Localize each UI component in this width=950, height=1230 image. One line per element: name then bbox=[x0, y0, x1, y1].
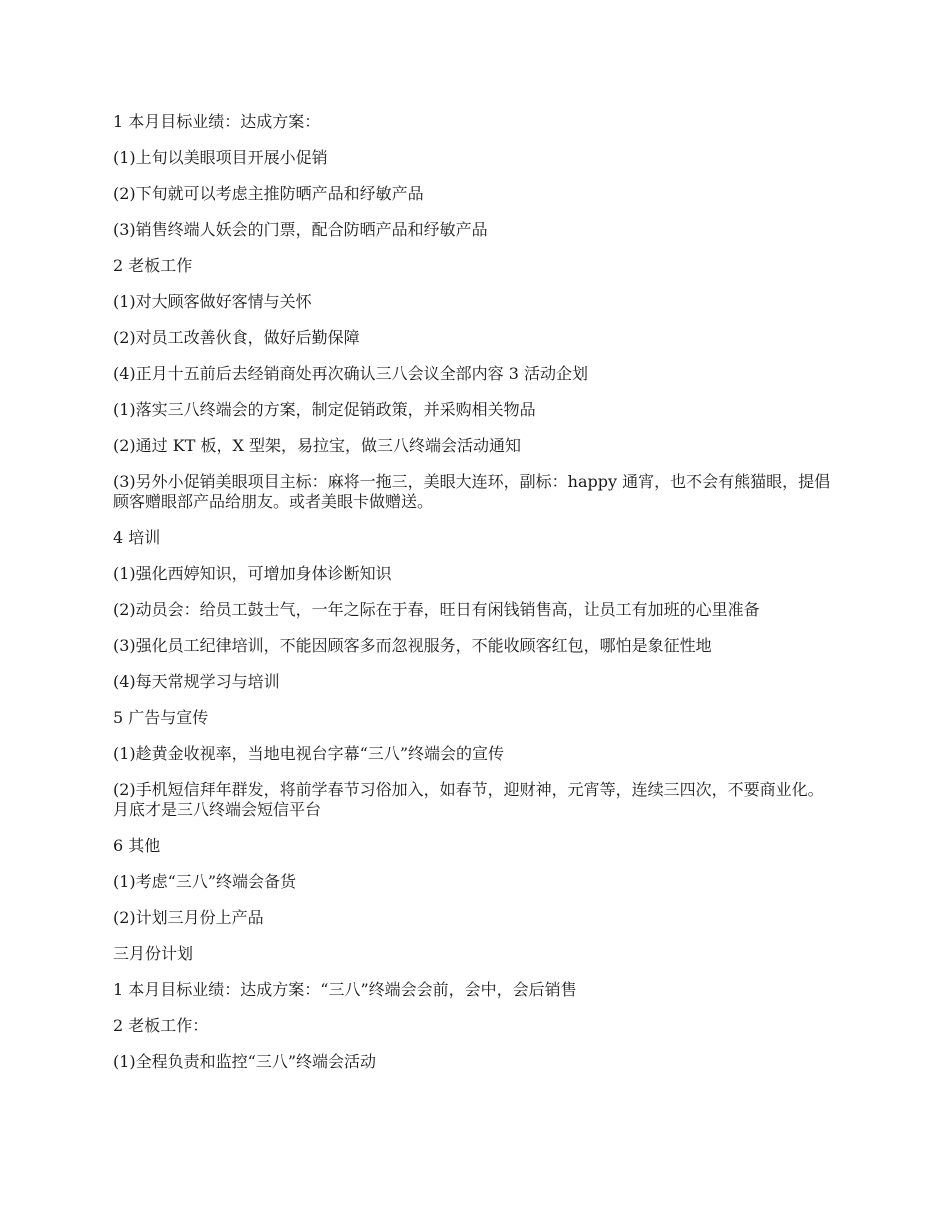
paragraph: 1 本月目标业绩：达成方案： bbox=[113, 112, 321, 131]
paragraph: (2)手机短信拜年群发，将前学春节习俗加入，如春节，迎财神，元宵等，连续三四次，不要商业化。月底才是三八终端会短信平台 bbox=[113, 780, 824, 819]
paragraph: (2)通过 KT 板，X 型架，易拉宝，做三八终端会活动通知 bbox=[113, 436, 521, 455]
paragraph: (1)上旬以美眼项目开展小促销 bbox=[113, 148, 328, 167]
paragraph: (1)趁黄金收视率，当地电视台字幕“三八”终端会的宣传 bbox=[113, 744, 505, 763]
paragraph: 5 广告与宣传 bbox=[113, 708, 209, 727]
paragraph: (3)强化员工纪律培训，不能因顾客多而忽视服务，不能收顾客红包，哪怕是象征性地 bbox=[113, 636, 712, 655]
paragraph: (4)每天常规学习与培训 bbox=[113, 672, 280, 691]
paragraph: (2)下旬就可以考虑主推防晒产品和纾敏产品 bbox=[113, 184, 424, 203]
paragraph: 1 本月目标业绩：达成方案：“三八”终端会会前，会中，会后销售 bbox=[113, 980, 577, 999]
paragraph: (2)计划三月份上产品 bbox=[113, 908, 264, 927]
paragraph: 6 其他 bbox=[113, 836, 161, 855]
paragraph: (1)落实三八终端会的方案，制定促销政策，并采购相关物品 bbox=[113, 400, 536, 419]
paragraph: (3)销售终端人妖会的门票，配合防晒产品和纾敏产品 bbox=[113, 220, 488, 239]
paragraph: 2 老板工作 bbox=[113, 256, 193, 275]
document-body bbox=[113, 112, 833, 1088]
paragraph: (3)另外小促销美眼项目主标：麻将一拖三，美眼大连环，副标：happy 通宵，也不会有熊猫眼，提倡顾客赠眼部产品给朋友。或者美眼卡做赠送。 bbox=[113, 472, 831, 511]
paragraph: 三月份计划 bbox=[113, 944, 194, 963]
paragraph: 4 培训 bbox=[113, 528, 161, 547]
paragraph: (2)动员会：给员工鼓士气，一年之际在于春，旺日有闲钱销售高，让员工有加班的心里准备 bbox=[113, 600, 760, 619]
paragraph: (4)正月十五前后去经销商处再次确认三八会议全部内容 3 活动企划 bbox=[113, 364, 589, 383]
paragraph: (2)对员工改善伙食，做好后勤保障 bbox=[113, 328, 360, 347]
paragraph: 2 老板工作： bbox=[113, 1016, 209, 1035]
paragraph: (1)对大顾客做好客情与关怀 bbox=[113, 292, 312, 311]
paragraph: (1)强化西婷知识，可增加身体诊断知识 bbox=[113, 564, 392, 583]
paragraph: (1)全程负责和监控“三八”终端会活动 bbox=[113, 1052, 377, 1071]
paragraph: (1)考虑“三八”终端会备货 bbox=[113, 872, 297, 891]
